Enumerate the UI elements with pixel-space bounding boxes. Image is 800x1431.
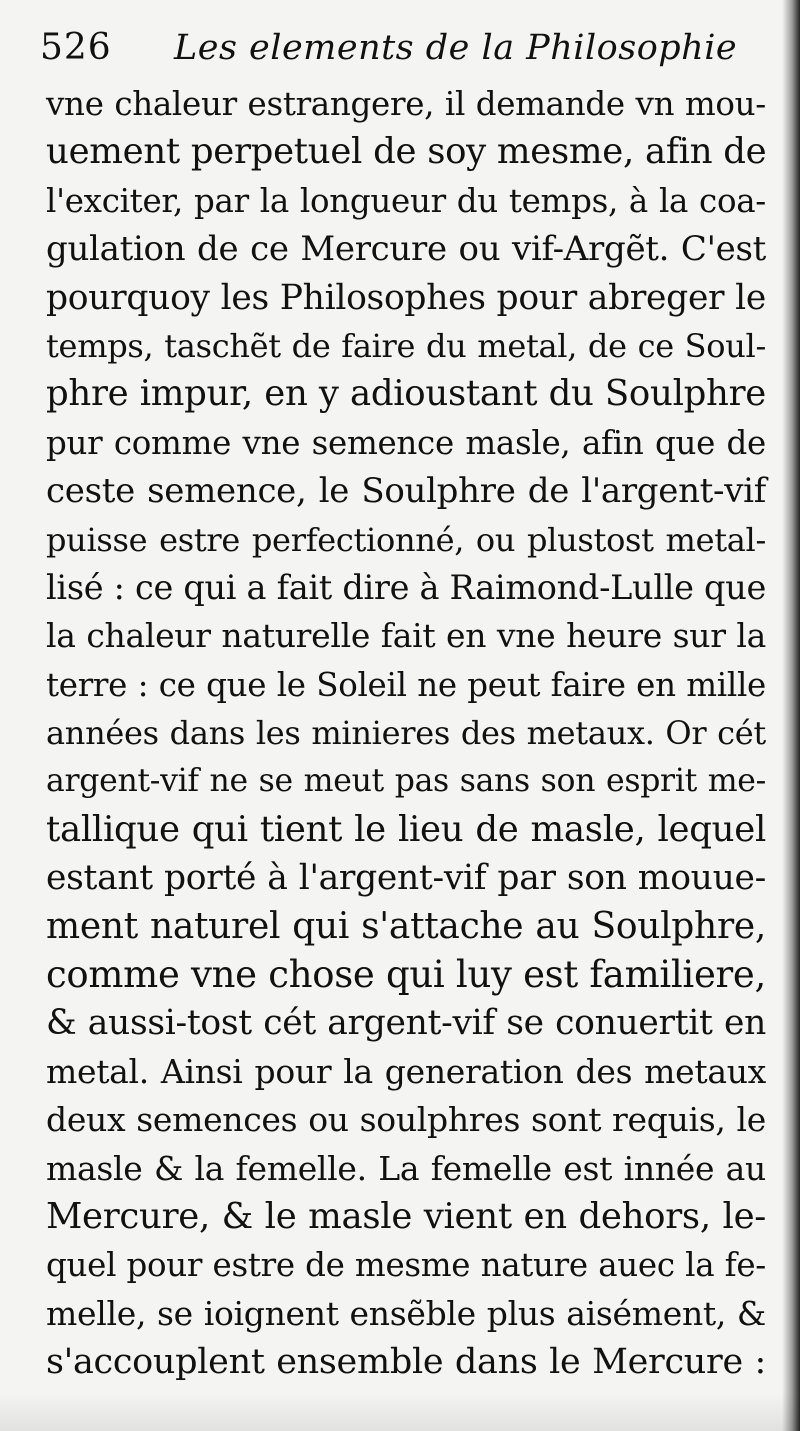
- text-line: pur comme vne semence masle, afin que de: [46, 423, 766, 462]
- text-line: l'exciter, par la longueur du temps, à la coa-: [46, 181, 766, 220]
- page-number: 526: [40, 27, 112, 68]
- text-line: phre impur, en y adioustant du Soulphre: [46, 373, 766, 415]
- text-line: s'accouplent ensemble dans le Mercure :: [46, 1342, 766, 1383]
- text-line: melle, se ioignent ensẽble plus aisément, &: [46, 1293, 766, 1333]
- text-line: deux semences ou soulphres sont requis, le: [46, 1100, 766, 1140]
- text-line: gulation de ce Mercure ou vif-Argẽt. C'est: [46, 229, 766, 270]
- text-line: pourquoy les Philosophes pour abreger le: [46, 277, 766, 318]
- text-line: ment naturel qui s'attache au Soulphre,: [46, 905, 766, 947]
- text-line: tallique qui tient le lieu de masle, lequel: [46, 808, 766, 850]
- text-line: metal. Ainsi pour la generation des metaux: [46, 1051, 766, 1091]
- text-line: lisé : ce qui a fait dire à Raimond-Lulle que: [46, 567, 766, 607]
- text-line: terre : ce que le Soleil ne peut faire en mille: [46, 665, 766, 704]
- text-line: uement perpetuel de soy mesme, afin de: [46, 131, 767, 173]
- text-line: & aussi-tost cét argent-vif se conuertit en: [46, 1003, 766, 1044]
- running-title: Les elements de la Philosophie: [174, 28, 738, 68]
- text-line: années dans les minieres des metaux. Or cét: [46, 714, 766, 753]
- text-line: temps, taschẽt de faire du metal, de ce Soul-: [46, 326, 766, 365]
- text-line: argent-vif ne se meut pas sans son esprit me-: [46, 763, 766, 800]
- text-line: masle & la femelle. La femelle est innée au: [46, 1148, 766, 1188]
- page-edge-shadow: [782, 0, 800, 1431]
- text-line: vne chaleur estrangere, il demande vn mou-: [46, 85, 766, 123]
- text-line: comme vne chose qui luy est familiere,: [46, 953, 766, 997]
- text-line: la chaleur naturelle fait en vne heure sur la: [46, 616, 766, 656]
- text-line: Mercure, & le masle vient en dehors, le-: [46, 1195, 766, 1237]
- text-line: quel pour estre de mesme nature auec la fe-: [46, 1246, 766, 1285]
- page-bottom-shadow: [0, 1393, 800, 1431]
- text-line: ceste semence, le Soulphre de l'argent-vif: [46, 471, 766, 512]
- body-text: [46, 80, 766, 1387]
- text-line: estant porté à l'argent-vif par son mouue-: [46, 858, 766, 899]
- text-line: puisse estre perfectionné, ou plustost metal-: [46, 520, 766, 559]
- page-header: [40, 18, 760, 78]
